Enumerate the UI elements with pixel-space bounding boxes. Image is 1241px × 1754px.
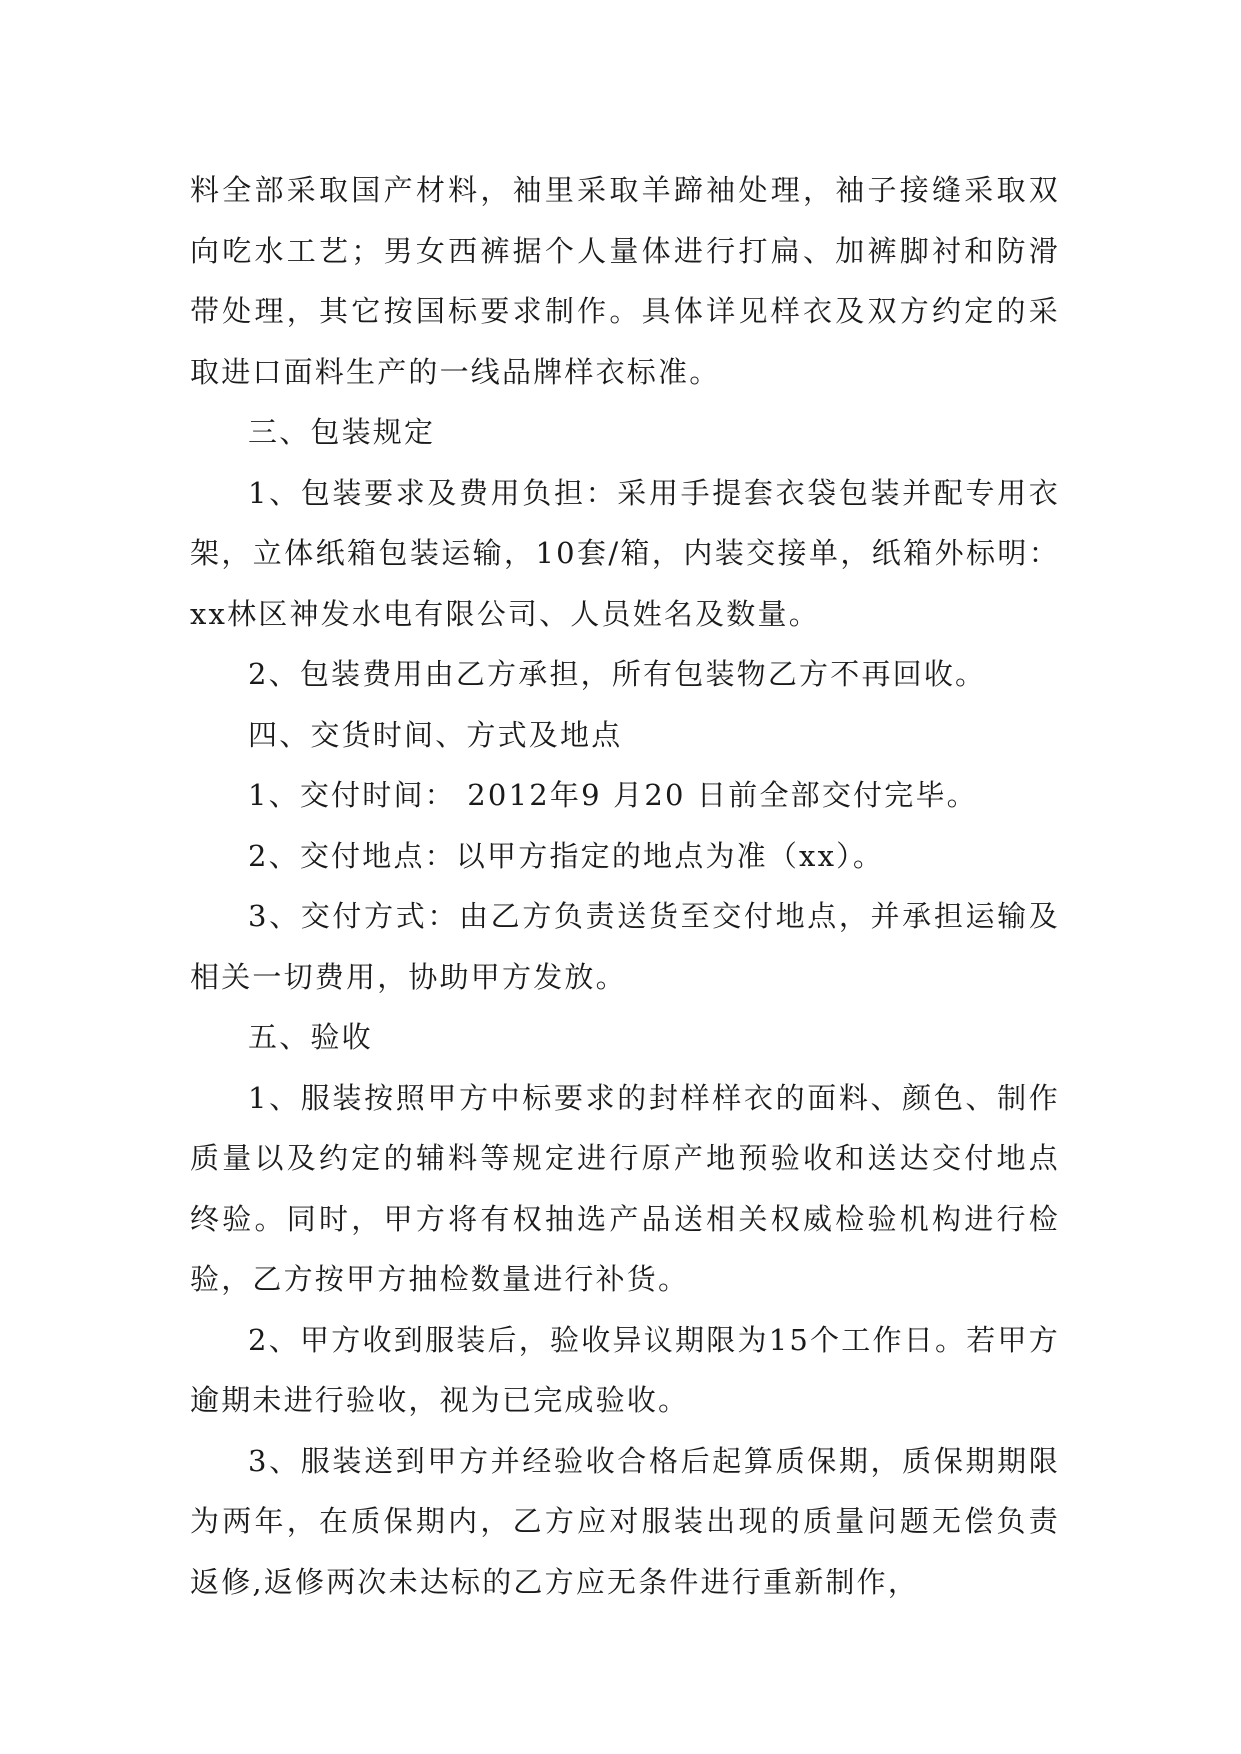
document-body	[190, 160, 1060, 1612]
paragraph-acceptance-objection: 2、甲方收到服装后，验收异议期限为15个工作日。若甲方逾期未进行验收，视为已完成验收。	[190, 1322, 1060, 1417]
paragraph-warranty: 3、服装送到甲方并经验收合格后起算质保期，质保期期限为两年，在质保期内，乙方应对服装出现的质量问题无偿负责返修,返修两次未达标的乙方应无条件进行重新制作，	[190, 1443, 1060, 1599]
section-heading-packaging: 三、包装规定	[248, 415, 436, 449]
paragraph-acceptance-inspection: 1、服装按照甲方中标要求的封样样衣的面料、颜色、制作质量以及约定的辅料等规定进行原产地预验收和送达交付地点终验。同时，甲方将有权抽选产品送相关权威检验机构进行检验，乙方按甲方抽检数量进行补货。	[190, 1080, 1060, 1296]
paragraph-packaging-requirements: 1、包装要求及费用负担：采用手提套衣袋包装并配专用衣架，立体纸箱包装运输，10套/箱，内装交接单，纸箱外标明：xx林区神发水电有限公司、人员姓名及数量。	[190, 475, 1060, 631]
paragraph-packaging-cost: 2、包装费用由乙方承担，所有包装物乙方不再回收。	[248, 657, 987, 691]
paragraph-delivery-time: 1、交付时间： 2012年9 月20 日前全部交付完毕。	[248, 778, 978, 812]
paragraph-delivery-method: 3、交付方式：由乙方负责送货至交付地点，并承担运输及相关一切费用，协助甲方发放。	[190, 899, 1060, 994]
paragraph-continuation: 料全部采取国产材料，袖里采取羊蹄袖处理，袖子接缝采取双向吃水工艺；男女西裤据个人量体进行打扁、加裤脚衬和防滑带处理，其它按国标要求制作。具体详见样衣及双方约定的采取进口面料生产的一线品牌样衣标准。	[190, 173, 1060, 389]
section-heading-acceptance: 五、验收	[248, 1020, 373, 1054]
paragraph-delivery-location: 2、交付地点：以甲方指定的地点为准（xx）。	[248, 838, 885, 873]
section-heading-delivery: 四、交货时间、方式及地点	[248, 717, 623, 752]
